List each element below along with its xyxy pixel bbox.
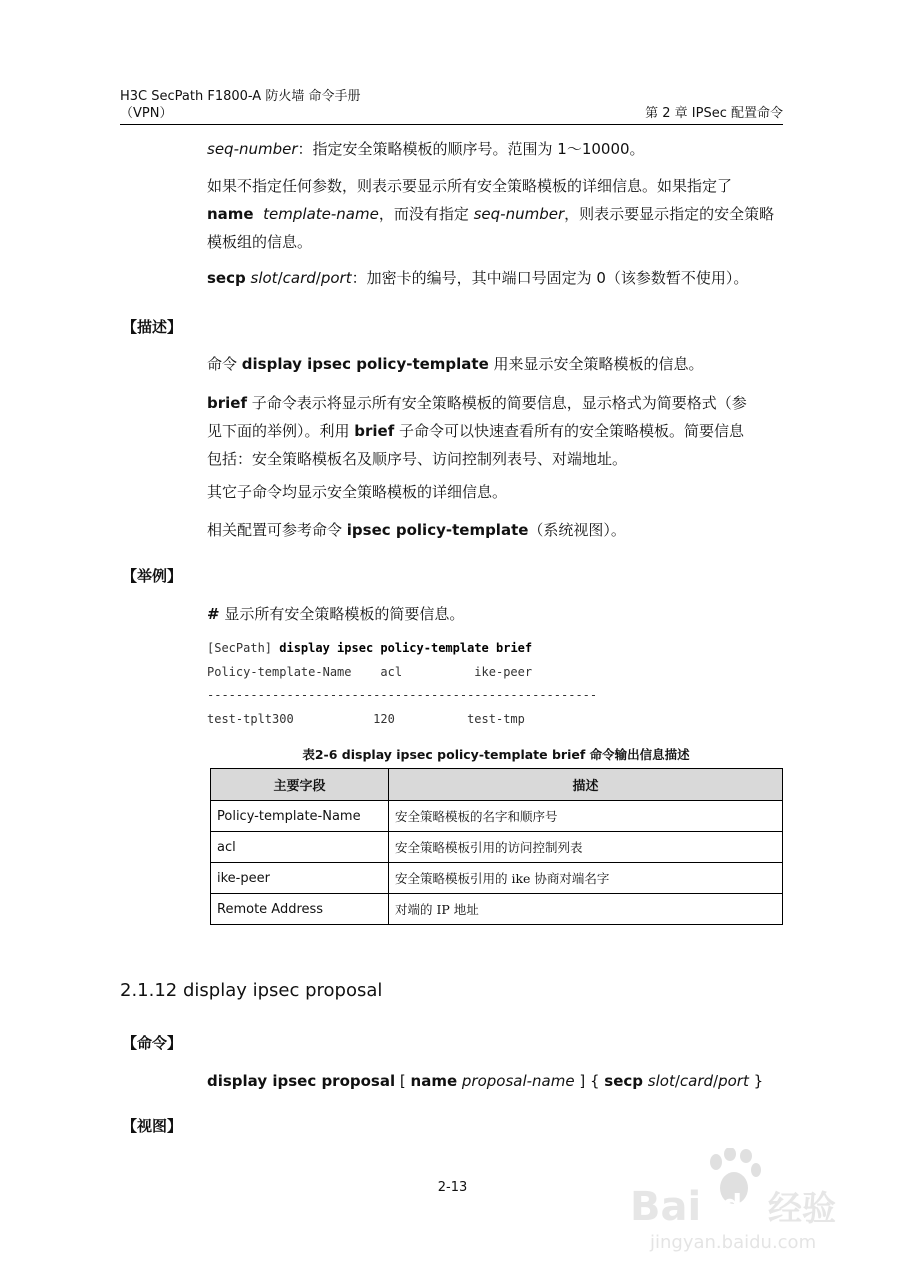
- field-table: [210, 768, 783, 925]
- syntax-bracket: }: [748, 1072, 764, 1090]
- param-term: slot: [643, 1072, 675, 1090]
- field-cell: Remote Address: [211, 894, 389, 925]
- param-seq-number: [207, 135, 779, 163]
- desc-p2: [207, 389, 779, 473]
- param-term: slot: [250, 269, 278, 287]
- param-secp: secp slot/card/port：加密卡的编号，其中端口号固定为 0（该参数暂不使用）。: [207, 269, 749, 287]
- example-command-line: [207, 641, 532, 655]
- watermark-brand-b: du: [722, 1188, 762, 1221]
- desc-line: 包括：安全策略模板名及顺序号、访问控制列表号、对端地址。: [207, 450, 628, 468]
- example-output-row: test-tplt300 120 test-tmp: [207, 712, 525, 726]
- field-cell: Policy-template-Name: [211, 801, 389, 832]
- param-term: card: [679, 1072, 714, 1090]
- table-row: [211, 832, 783, 863]
- column-header: 描述: [389, 769, 783, 801]
- keyword: brief: [354, 422, 395, 440]
- text: 命令: [207, 355, 242, 373]
- watermark-brand-cn: 经验: [768, 1189, 836, 1229]
- syntax-bracket: ] {: [574, 1072, 605, 1090]
- param-term: seq-number: [473, 205, 565, 223]
- page-number: 2-13: [437, 1180, 468, 1195]
- desc-line: [207, 417, 779, 445]
- field-cell: ike-peer: [211, 863, 389, 894]
- table-caption: 表2-6 display ipsec policy-template brief 命令输出信息描述: [302, 747, 690, 762]
- example-output-separator: ------------------------------------------------------: [207, 688, 598, 702]
- keyword: brief: [207, 394, 247, 412]
- section-example: 【举例】: [122, 567, 183, 585]
- desc-cell: 安全策略模板引用的访问控制列表: [389, 832, 783, 863]
- desc-p3: 其它子命令均显示安全策略模板的详细信息。: [207, 483, 508, 501]
- desc-p1: [207, 350, 779, 378]
- cli-command: display ipsec policy-template brief: [279, 641, 533, 655]
- param-text: ，而没有指定: [378, 205, 474, 223]
- keyword: secp: [604, 1072, 644, 1090]
- desc-cell: 对端的 IP 地址: [389, 894, 783, 925]
- syntax-bracket: [: [395, 1072, 411, 1090]
- text: 显示所有安全策略模板的简要信息。: [219, 605, 465, 623]
- table-row: [211, 863, 783, 894]
- table-row: [211, 894, 783, 925]
- desc-cell: 安全策略模板引用的 ike 协商对端名字: [389, 863, 783, 894]
- header-volume: （VPN）: [120, 106, 173, 121]
- command: display ipsec proposal: [207, 1072, 396, 1090]
- header-product: H3C SecPath F1800-A 防火墙 命令手册: [120, 89, 361, 104]
- param-term: card: [282, 269, 316, 287]
- param-term: port: [320, 269, 352, 287]
- section-view: 【视图】: [122, 1117, 183, 1135]
- command-syntax: display ipsec proposal [ name proposal-name ] { secp slot/card/port }: [207, 1072, 764, 1090]
- hash-mark: #: [207, 605, 220, 623]
- column-header: 主要字段: [211, 769, 389, 801]
- cli-prompt: [SecPath]: [207, 641, 280, 655]
- desc-cell: 安全策略模板的名字和顺序号: [389, 801, 783, 832]
- desc-p4: [207, 516, 779, 544]
- keyword: secp: [207, 269, 246, 287]
- section-command: 【命令】: [122, 1034, 183, 1052]
- text: 子命令表示将显示所有安全策略模板的简要信息，显示格式为简要格式（参: [246, 394, 747, 412]
- param-term: seq-number: [207, 140, 298, 158]
- header-chapter: 第 2 章 IPSec 配置命令: [645, 106, 783, 121]
- example-intro: [207, 600, 779, 628]
- section-description: 【描述】: [122, 318, 183, 336]
- param-nospec: [207, 172, 779, 256]
- param-text: ：指定安全策略模板的顺序号。范围为 1～10000。: [297, 140, 645, 158]
- baidu-watermark-logo: [630, 1148, 850, 1260]
- table-row: [211, 801, 783, 832]
- param-term: port: [718, 1072, 749, 1090]
- command: display ipsec policy-template: [241, 355, 489, 373]
- param-line: [207, 200, 779, 228]
- param-term: proposal-name: [457, 1072, 575, 1090]
- example-output-header: Policy-template-Name acl ike-peer: [207, 665, 533, 679]
- text: 相关配置可参考命令: [207, 521, 347, 539]
- command: ipsec policy-template: [346, 521, 529, 539]
- keyword: name: [410, 1072, 458, 1090]
- param-text: ，则表示要显示指定的安全策略: [564, 205, 775, 223]
- table-header-row: [211, 769, 783, 801]
- param-line: 如果不指定任何参数，则表示要显示所有安全策略模板的详细信息。如果指定了: [207, 177, 733, 195]
- desc-line: [207, 389, 779, 417]
- field-cell: acl: [211, 832, 389, 863]
- header-rule: [120, 124, 783, 125]
- watermark-brand-a: Bai: [630, 1184, 702, 1230]
- text: 子命令可以快速查看所有的安全策略模板。简要信息: [394, 422, 745, 440]
- watermark-url: jingyan.baidu.com: [650, 1232, 817, 1253]
- param-line: 模板组的信息。: [207, 233, 313, 251]
- param-term: template-name: [263, 205, 379, 223]
- text: 用来显示安全策略模板的信息。: [488, 355, 704, 373]
- section-heading: 2.1.12 display ipsec proposal: [120, 980, 383, 1001]
- param-text: ：加密卡的编号，其中端口号固定为 0（该参数暂不使用）。: [351, 269, 749, 287]
- text: 见下面的举例）。利用: [207, 422, 355, 440]
- keyword: name: [207, 205, 254, 223]
- text: （系统视图）。: [528, 521, 626, 539]
